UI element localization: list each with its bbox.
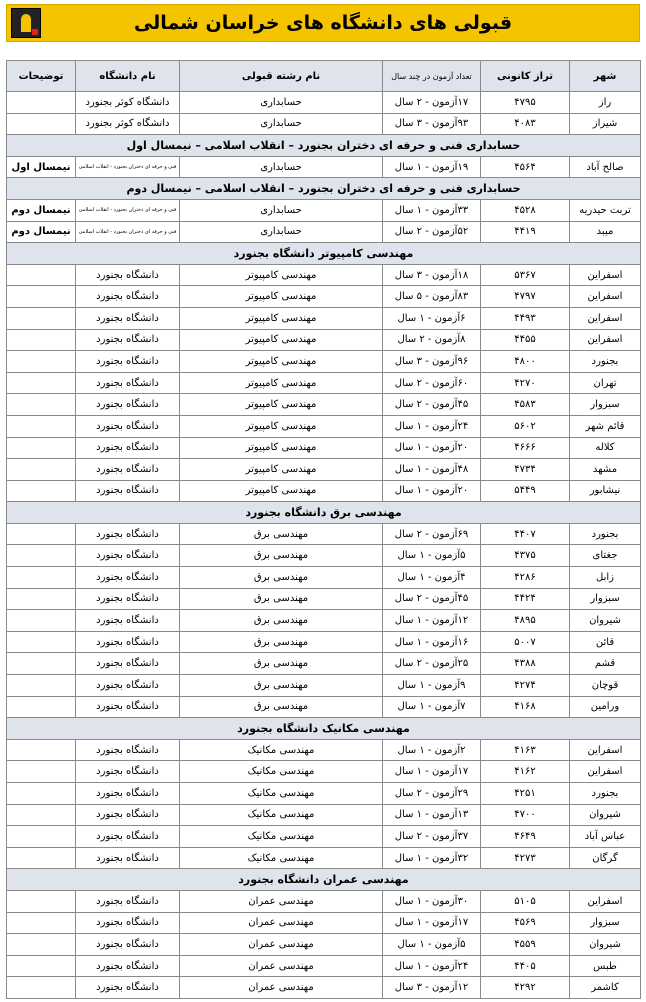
cell-university: دانشگاه بجنورد: [76, 675, 180, 697]
cell-city: کلاله: [570, 437, 641, 459]
cell-major: مهندسی مکانیک: [180, 847, 383, 869]
header-city: شهر: [570, 61, 641, 92]
cell-score: ۴۴۵۵: [481, 329, 570, 351]
cell-city: سبزوار: [570, 394, 641, 416]
cell-major: مهندسی عمران: [180, 977, 383, 999]
cell-exams: ۱۶آزمون - ۱ سال: [383, 631, 481, 653]
cell-notes: [7, 113, 76, 135]
table-row: [7, 653, 641, 675]
page-title: قبولی های دانشگاه های خراسان شمالی: [133, 12, 513, 34]
cell-city: اسفراین: [570, 329, 641, 351]
page-header: [6, 4, 640, 42]
cell-score: ۴۸۹۵: [481, 610, 570, 632]
cell-exams: ۳۰آزمون - ۱ سال: [383, 890, 481, 912]
cell-city: اسفراین: [570, 307, 641, 329]
cell-exams: ۵۲آزمون - ۲ سال: [383, 221, 481, 243]
cell-city: تهران: [570, 372, 641, 394]
cell-score: ۴۴۲۴: [481, 588, 570, 610]
cell-score: ۴۰۸۳: [481, 113, 570, 135]
cell-notes: [7, 739, 76, 761]
cell-score: ۴۷۳۴: [481, 459, 570, 481]
section-row: [7, 243, 641, 265]
cell-city: مشهد: [570, 459, 641, 481]
cell-notes: [7, 415, 76, 437]
cell-exams: ۱۳آزمون - ۱ سال: [383, 804, 481, 826]
cell-major: حسابداری: [180, 221, 383, 243]
cell-exams: ۶۹آزمون - ۲ سال: [383, 523, 481, 545]
table-row: [7, 739, 641, 761]
cell-exams: ۷آزمون - ۱ سال: [383, 696, 481, 718]
cell-university: فنی و حرفه ای دختران بجنورد - انقلاب اسلامی: [76, 156, 180, 178]
cell-university: دانشگاه بجنورد: [76, 610, 180, 632]
cell-notes: [7, 890, 76, 912]
cell-city: قائن: [570, 631, 641, 653]
cell-exams: ۵آزمون - ۱ سال: [383, 545, 481, 567]
cell-score: ۴۳۷۵: [481, 545, 570, 567]
cell-score: ۴۵۵۹: [481, 934, 570, 956]
cell-university: دانشگاه بجنورد: [76, 329, 180, 351]
cell-city: اسفراین: [570, 264, 641, 286]
table-row: [7, 394, 641, 416]
cell-exams: ۹۳آزمون - ۳ سال: [383, 113, 481, 135]
cell-exams: ۴۸آزمون - ۱ سال: [383, 459, 481, 481]
cell-city: تربت حیدریه: [570, 199, 641, 221]
section-title: حسابداری فنی و حرفه ای دختران بجنورد – انقلاب اسلامی – نیمسال دوم: [7, 178, 641, 200]
cell-major: مهندسی کامپیوتر: [180, 286, 383, 308]
cell-notes: [7, 567, 76, 589]
cell-score: ۴۱۶۲: [481, 761, 570, 783]
cell-city: شیروان: [570, 934, 641, 956]
cell-exams: ۸آزمون - ۲ سال: [383, 329, 481, 351]
table-row: [7, 675, 641, 697]
cell-major: مهندسی کامپیوتر: [180, 372, 383, 394]
cell-university: فنی و حرفه ای دختران بجنورد - انقلاب اسلامی: [76, 199, 180, 221]
cell-university: دانشگاه بجنورد: [76, 826, 180, 848]
cell-score: ۴۵۶۹: [481, 912, 570, 934]
table-row: [7, 351, 641, 373]
cell-university: دانشگاه بجنورد: [76, 307, 180, 329]
cell-major: مهندسی برق: [180, 523, 383, 545]
cell-notes: [7, 351, 76, 373]
table-row: [7, 156, 641, 178]
table-row: [7, 415, 641, 437]
cell-university: دانشگاه بجنورد: [76, 480, 180, 502]
cell-major: مهندسی کامپیوتر: [180, 329, 383, 351]
header-score: تراز کانونی: [481, 61, 570, 92]
cell-notes: [7, 977, 76, 999]
cell-exams: ۲۰آزمون - ۱ سال: [383, 480, 481, 502]
cell-major: مهندسی عمران: [180, 912, 383, 934]
cell-score: ۴۳۸۸: [481, 653, 570, 675]
table-row: [7, 545, 641, 567]
cell-exams: ۱۷آزمون - ۱ سال: [383, 912, 481, 934]
cell-exams: ۱۷آزمون - ۲ سال: [383, 92, 481, 114]
cell-major: مهندسی برق: [180, 610, 383, 632]
table-row: [7, 523, 641, 545]
cell-score: ۴۷۹۷: [481, 286, 570, 308]
cell-city: کاشمر: [570, 977, 641, 999]
section-row: [7, 135, 641, 157]
cell-university: دانشگاه بجنورد: [76, 394, 180, 416]
cell-major: مهندسی کامپیوتر: [180, 264, 383, 286]
table-header-row: [7, 61, 641, 92]
section-title: مهندسی عمران دانشگاه بجنورد: [7, 869, 641, 891]
cell-score: ۴۲۷۳: [481, 847, 570, 869]
cell-major: مهندسی کامپیوتر: [180, 437, 383, 459]
table-row: [7, 631, 641, 653]
section-row: [7, 502, 641, 524]
table-row: [7, 912, 641, 934]
section-title: مهندسی مکانیک دانشگاه بجنورد: [7, 718, 641, 740]
cell-exams: ۲آزمون - ۱ سال: [383, 739, 481, 761]
cell-exams: ۸۳آزمون - ۵ سال: [383, 286, 481, 308]
cell-major: مهندسی مکانیک: [180, 826, 383, 848]
cell-city: اسفراین: [570, 286, 641, 308]
cell-university: دانشگاه بجنورد: [76, 890, 180, 912]
cell-score: ۴۷۹۵: [481, 92, 570, 114]
cell-major: مهندسی برق: [180, 545, 383, 567]
cell-exams: ۶آزمون - ۱ سال: [383, 307, 481, 329]
cell-exams: ۱۹آزمون - ۱ سال: [383, 156, 481, 178]
cell-score: ۴۵۲۸: [481, 199, 570, 221]
cell-score: ۵۰۰۷: [481, 631, 570, 653]
cell-city: میبد: [570, 221, 641, 243]
cell-university: دانشگاه بجنورد: [76, 804, 180, 826]
results-table: [6, 60, 641, 999]
cell-major: مهندسی کامپیوتر: [180, 351, 383, 373]
cell-major: حسابداری: [180, 199, 383, 221]
cell-exams: ۶۰آزمون - ۲ سال: [383, 372, 481, 394]
cell-exams: ۴۵آزمون - ۲ سال: [383, 588, 481, 610]
cell-exams: ۹آزمون - ۱ سال: [383, 675, 481, 697]
cell-notes: [7, 394, 76, 416]
cell-university: دانشگاه بجنورد: [76, 653, 180, 675]
cell-city: صالح آباد: [570, 156, 641, 178]
section-row: [7, 869, 641, 891]
cell-university: دانشگاه بجنورد: [76, 934, 180, 956]
cell-major: مهندسی کامپیوتر: [180, 307, 383, 329]
table-row: [7, 610, 641, 632]
cell-notes: [7, 264, 76, 286]
cell-city: شیراز: [570, 113, 641, 135]
cell-university: دانشگاه بجنورد: [76, 761, 180, 783]
table-row: [7, 783, 641, 805]
table-row: [7, 286, 641, 308]
cell-major: مهندسی برق: [180, 631, 383, 653]
section-title: حسابداری فنی و حرفه ای دختران بجنورد – انقلاب اسلامی – نیمسال اول: [7, 135, 641, 157]
cell-major: مهندسی کامپیوتر: [180, 394, 383, 416]
cell-university: دانشگاه بجنورد: [76, 696, 180, 718]
cell-notes: [7, 610, 76, 632]
table-row: [7, 567, 641, 589]
section-title: مهندسی برق دانشگاه بجنورد: [7, 502, 641, 524]
cell-major: مهندسی برق: [180, 675, 383, 697]
cell-exams: ۴۵آزمون - ۲ سال: [383, 394, 481, 416]
cell-university: دانشگاه کوثر بجنورد: [76, 113, 180, 135]
cell-notes: نیمسال اول: [7, 156, 76, 178]
cell-university: دانشگاه بجنورد: [76, 523, 180, 545]
cell-major: حسابداری: [180, 92, 383, 114]
cell-university: دانشگاه بجنورد: [76, 739, 180, 761]
cell-notes: [7, 286, 76, 308]
cell-major: مهندسی مکانیک: [180, 804, 383, 826]
cell-city: بجنورد: [570, 783, 641, 805]
header-exams: تعداد آزمون در چند سال: [383, 61, 481, 92]
cell-university: دانشگاه بجنورد: [76, 351, 180, 373]
cell-exams: ۳۳آزمون - ۱ سال: [383, 199, 481, 221]
cell-notes: [7, 934, 76, 956]
cell-city: اسفراین: [570, 739, 641, 761]
cell-exams: ۳۷آزمون - ۲ سال: [383, 826, 481, 848]
cell-city: جغتای: [570, 545, 641, 567]
cell-major: مهندسی برق: [180, 567, 383, 589]
cell-university: دانشگاه بجنورد: [76, 955, 180, 977]
cell-score: ۴۴۰۷: [481, 523, 570, 545]
cell-score: ۴۶۴۹: [481, 826, 570, 848]
table-row: [7, 459, 641, 481]
cell-major: مهندسی کامپیوتر: [180, 480, 383, 502]
cell-city: نیشابور: [570, 480, 641, 502]
cell-university: دانشگاه بجنورد: [76, 459, 180, 481]
cell-notes: نیمسال دوم: [7, 221, 76, 243]
cell-city: ورامین: [570, 696, 641, 718]
cell-notes: [7, 437, 76, 459]
cell-city: بجنورد: [570, 523, 641, 545]
table-row: [7, 221, 641, 243]
header-notes: توضیحات: [7, 61, 76, 92]
table-row: [7, 955, 641, 977]
section-title: مهندسی کامپیوتر دانشگاه بجنورد: [7, 243, 641, 265]
table-row: [7, 761, 641, 783]
cell-city: گرگان: [570, 847, 641, 869]
table-row: [7, 847, 641, 869]
cell-city: قشم: [570, 653, 641, 675]
table-row: [7, 977, 641, 999]
cell-exams: ۱۷آزمون - ۱ سال: [383, 761, 481, 783]
cell-notes: [7, 696, 76, 718]
cell-city: اسفراین: [570, 890, 641, 912]
cell-major: حسابداری: [180, 113, 383, 135]
cell-score: ۴۷۰۰: [481, 804, 570, 826]
table-row: [7, 329, 641, 351]
cell-major: مهندسی عمران: [180, 955, 383, 977]
cell-score: ۵۴۴۹: [481, 480, 570, 502]
section-row: [7, 178, 641, 200]
table-container: [6, 60, 640, 999]
table-row: [7, 92, 641, 114]
logo-accent: [32, 29, 38, 35]
cell-notes: [7, 545, 76, 567]
table-row: [7, 113, 641, 135]
cell-university: دانشگاه بجنورد: [76, 588, 180, 610]
cell-city: عباس آباد: [570, 826, 641, 848]
cell-city: شیروان: [570, 610, 641, 632]
cell-notes: [7, 480, 76, 502]
cell-city: شیروان: [570, 804, 641, 826]
cell-university: دانشگاه بجنورد: [76, 545, 180, 567]
cell-score: ۴۲۸۶: [481, 567, 570, 589]
table-row: [7, 890, 641, 912]
cell-notes: نیمسال دوم: [7, 199, 76, 221]
cell-score: ۴۵۸۳: [481, 394, 570, 416]
cell-city: اسفراین: [570, 761, 641, 783]
cell-major: مهندسی عمران: [180, 934, 383, 956]
cell-exams: ۲۴آزمون - ۱ سال: [383, 415, 481, 437]
cell-notes: [7, 653, 76, 675]
logo: [11, 8, 41, 38]
cell-university: دانشگاه بجنورد: [76, 783, 180, 805]
cell-exams: ۲۰آزمون - ۱ سال: [383, 437, 481, 459]
cell-exams: ۳۲آزمون - ۱ سال: [383, 847, 481, 869]
table-row: [7, 588, 641, 610]
table-row: [7, 804, 641, 826]
cell-exams: ۴آزمون - ۱ سال: [383, 567, 481, 589]
cell-score: ۵۳۶۷: [481, 264, 570, 286]
table-row: [7, 372, 641, 394]
cell-university: دانشگاه بجنورد: [76, 286, 180, 308]
cell-notes: [7, 372, 76, 394]
cell-exams: ۱۸آزمون - ۳ سال: [383, 264, 481, 286]
cell-notes: [7, 675, 76, 697]
cell-major: مهندسی برق: [180, 588, 383, 610]
cell-score: ۴۲۷۴: [481, 675, 570, 697]
cell-notes: [7, 459, 76, 481]
cell-major: مهندسی برق: [180, 653, 383, 675]
header-major: نام رشته قبولی: [180, 61, 383, 92]
cell-score: ۴۸۰۰: [481, 351, 570, 373]
cell-notes: [7, 847, 76, 869]
cell-score: ۴۱۶۳: [481, 739, 570, 761]
cell-notes: [7, 631, 76, 653]
cell-university: دانشگاه بجنورد: [76, 631, 180, 653]
cell-city: سبزوار: [570, 912, 641, 934]
table-row: [7, 307, 641, 329]
cell-score: ۵۱۰۵: [481, 890, 570, 912]
cell-major: مهندسی برق: [180, 696, 383, 718]
table-row: [7, 480, 641, 502]
cell-university: دانشگاه بجنورد: [76, 977, 180, 999]
cell-score: ۴۲۵۱: [481, 783, 570, 805]
cell-city: بجنورد: [570, 351, 641, 373]
table-row: [7, 437, 641, 459]
cell-exams: ۱۲آزمون - ۳ سال: [383, 977, 481, 999]
cell-notes: [7, 523, 76, 545]
table-row: [7, 934, 641, 956]
logo-mark: [21, 14, 31, 32]
cell-university: دانشگاه بجنورد: [76, 372, 180, 394]
cell-major: مهندسی کامپیوتر: [180, 459, 383, 481]
cell-notes: [7, 783, 76, 805]
cell-exams: ۲۹آزمون - ۲ سال: [383, 783, 481, 805]
table-row: [7, 264, 641, 286]
cell-notes: [7, 912, 76, 934]
cell-university: دانشگاه بجنورد: [76, 415, 180, 437]
cell-major: مهندسی مکانیک: [180, 739, 383, 761]
cell-university: دانشگاه بجنورد: [76, 264, 180, 286]
cell-notes: [7, 826, 76, 848]
cell-score: ۴۵۶۴: [481, 156, 570, 178]
cell-notes: [7, 761, 76, 783]
table-row: [7, 696, 641, 718]
cell-major: مهندسی مکانیک: [180, 761, 383, 783]
cell-exams: ۲۵آزمون - ۲ سال: [383, 653, 481, 675]
cell-notes: [7, 804, 76, 826]
cell-university: فنی و حرفه ای دختران بجنورد - انقلاب اسلامی: [76, 221, 180, 243]
cell-notes: [7, 92, 76, 114]
cell-city: راز: [570, 92, 641, 114]
cell-city: قائم شهر: [570, 415, 641, 437]
cell-university: دانشگاه بجنورد: [76, 567, 180, 589]
cell-score: ۴۴۱۹: [481, 221, 570, 243]
header-university: نام دانشگاه: [76, 61, 180, 92]
table-body: [7, 92, 641, 999]
cell-city: زابل: [570, 567, 641, 589]
cell-exams: ۵آزمون - ۱ سال: [383, 934, 481, 956]
cell-city: قوچان: [570, 675, 641, 697]
table-row: [7, 199, 641, 221]
cell-exams: ۹۶آزمون - ۳ سال: [383, 351, 481, 373]
cell-notes: [7, 329, 76, 351]
cell-university: دانشگاه بجنورد: [76, 847, 180, 869]
cell-university: دانشگاه بجنورد: [76, 437, 180, 459]
cell-exams: ۱۲آزمون - ۱ سال: [383, 610, 481, 632]
table-row: [7, 826, 641, 848]
cell-city: طبس: [570, 955, 641, 977]
cell-city: سبزوار: [570, 588, 641, 610]
cell-major: مهندسی عمران: [180, 890, 383, 912]
cell-university: دانشگاه کوثر بجنورد: [76, 92, 180, 114]
cell-exams: ۲۴آزمون - ۱ سال: [383, 955, 481, 977]
section-row: [7, 718, 641, 740]
cell-score: ۴۶۶۶: [481, 437, 570, 459]
cell-notes: [7, 955, 76, 977]
cell-notes: [7, 588, 76, 610]
cell-score: ۴۲۷۰: [481, 372, 570, 394]
cell-major: مهندسی کامپیوتر: [180, 415, 383, 437]
cell-score: ۴۴۰۵: [481, 955, 570, 977]
cell-score: ۴۲۹۲: [481, 977, 570, 999]
cell-notes: [7, 307, 76, 329]
cell-university: دانشگاه بجنورد: [76, 912, 180, 934]
cell-major: حسابداری: [180, 156, 383, 178]
cell-score: ۵۶۰۲: [481, 415, 570, 437]
cell-score: ۴۱۶۸: [481, 696, 570, 718]
cell-major: مهندسی مکانیک: [180, 783, 383, 805]
cell-score: ۴۴۹۳: [481, 307, 570, 329]
